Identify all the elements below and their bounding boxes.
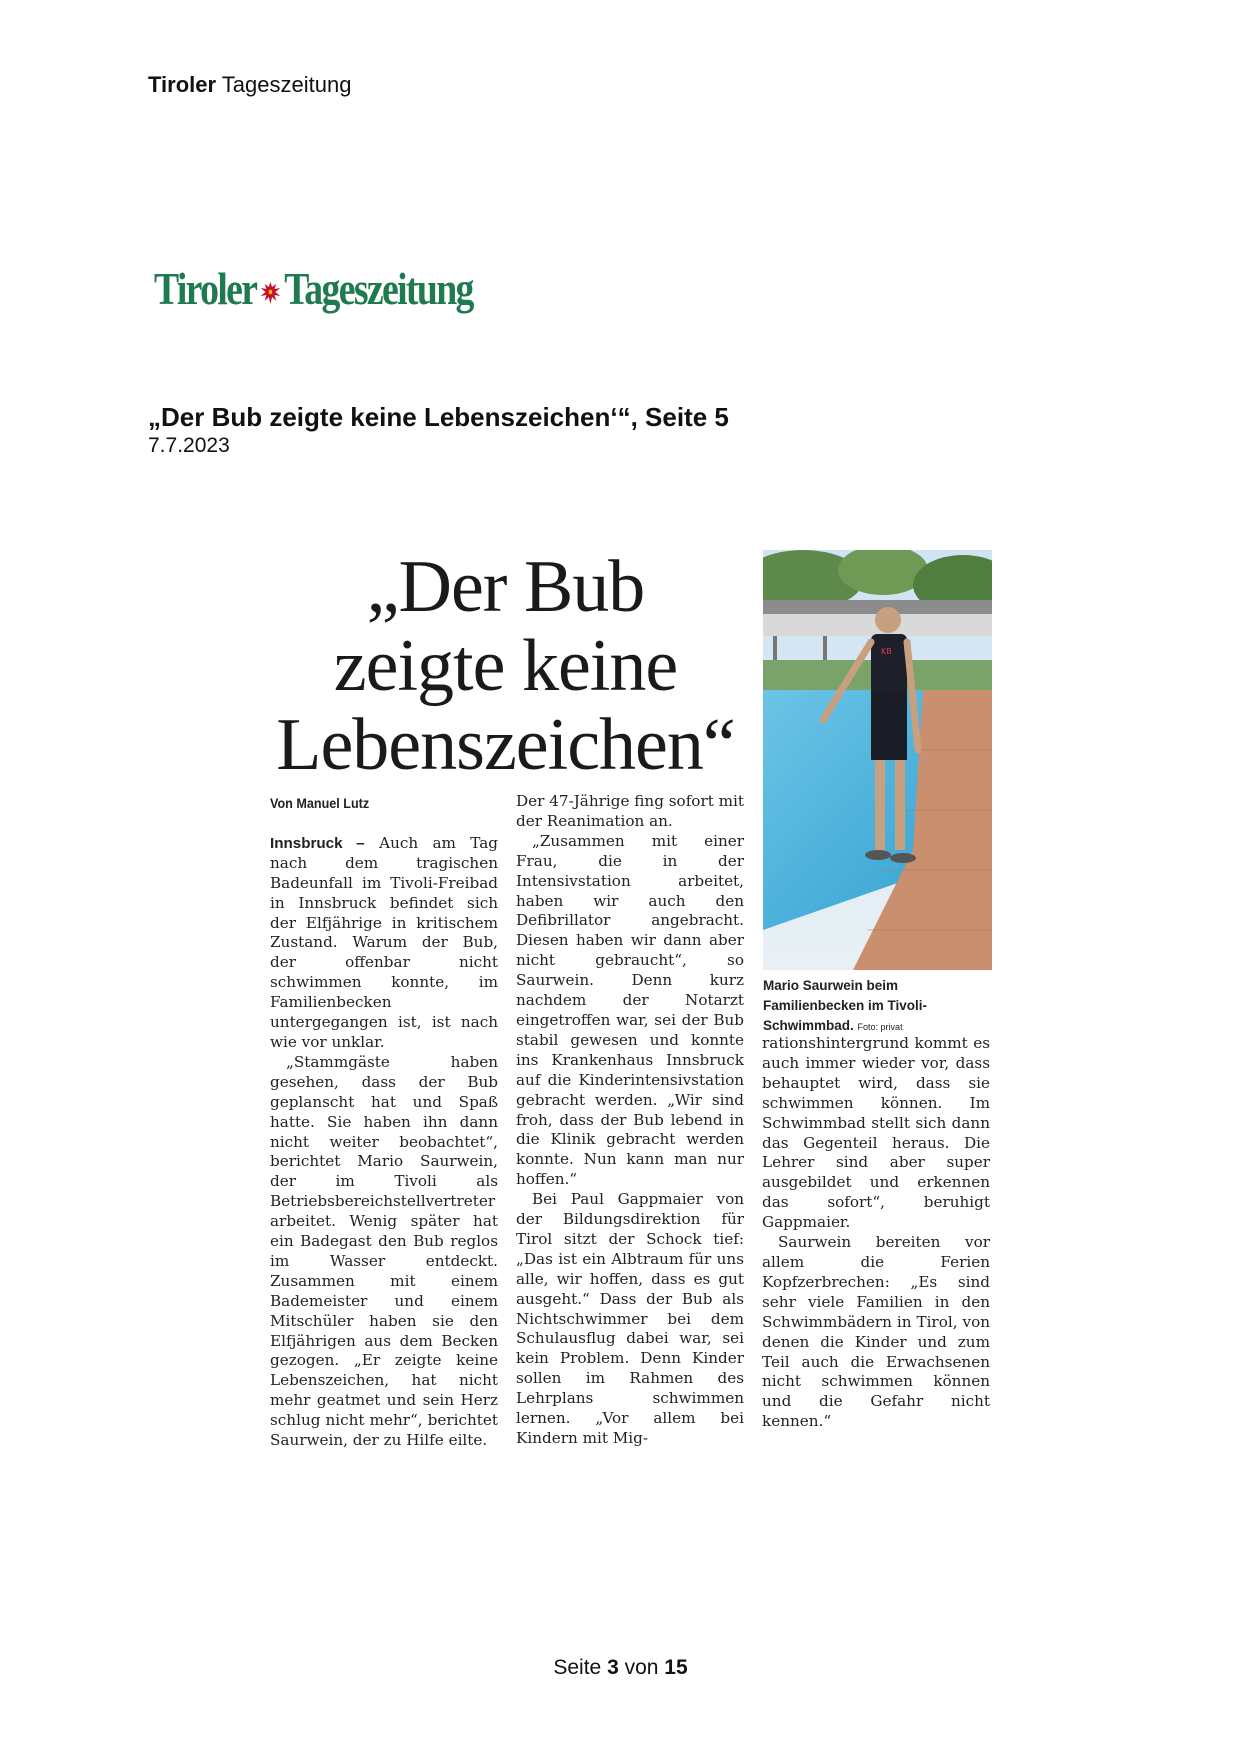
shirt-text: KB [881, 647, 892, 656]
article-location: Innsbruck – [270, 834, 365, 852]
article-paragraph: Bei Paul Gappmaier von der Bildungsdirektion für Tirol sitzt der Schock tief: „Das ist ein Albtraum für uns alle, wir hoffen, dass es gut ausgeht.“ Dass der Bub als Nichtschwimmer bei dem Schulausflug dabei war, sei kein Problem. Denn Kinder sollen im Rahmen des Lehrplans schwimmen lernen. „Vor allem bei Kindern mit Mig- [516, 1190, 744, 1447]
headline-line: Lebenszeichen“ [276, 704, 735, 786]
total-page-count: 15 [664, 1656, 688, 1679]
footer-prefix: Seite [553, 1656, 602, 1679]
newspaper-clipping [268, 546, 993, 1450]
page-footer [0, 1656, 1241, 1680]
pool-photo-illustration [763, 550, 992, 970]
newspaper-logo [154, 262, 473, 315]
article-column-3 [762, 1034, 990, 1432]
logo-left: Tiroler [154, 263, 257, 314]
footer-middle: von [624, 1656, 659, 1679]
headline-line: „Der Bub [366, 546, 645, 628]
article-column-2 [516, 792, 744, 1449]
paragraph-text: Auch am Tag nach dem tragischen Badeunfall im Tivoli-Freibad in Innsbruck befindet sich der Elfjährige in kritischem Zustand. Warum der Bub, der offenbar nicht schwimmen konnte, im Familienbecken untergegangen ist, ist nach wie vor unklar. [270, 833, 499, 1051]
headline-line: zeigte keine [333, 625, 678, 707]
article-paragraph: „Stammgäste haben gesehen, dass der Bub geplanscht hat und Spaß hatte. Sie haben ihn dann nicht weiter beobachtet“, berichtet Mario Saurwein, der im Tivoli als Betriebsbereichstellvertreter arbeitet. Wenig später hat ein Badegast den Bub reglos im Wasser entdeckt. Zusammen mit einem Bademeister und einem Mitschüler haben sie den Elfjährigen aus dem Becken gezogen. „Er zeigte keine Lebenszeichen, hat nicht mehr geatmet und sein Herz schlug nicht mehr“, berichtet Saurwein, der zu Hilfe eilte. [270, 1052, 498, 1450]
photo-credit: Foto: privat [857, 1022, 903, 1032]
page-header [148, 72, 351, 98]
document-title: „Der Bub zeigte keine Lebenszeichen‘“, Seite 5 [148, 402, 729, 432]
article-headline [268, 548, 743, 785]
article-paragraph: „Zusammen mit einer Frau, die in der Intensivstation arbeitet, haben wir auch den Defibrillator angebracht. Diesen haben wir dann aber nicht gebraucht“, so Saurwein. Denn kurz nachdem der Notarzt eingetroffen war, sei der Bub stabil gewesen und konnte ins Krankenhaus Innsbruck auf die Kinderintensivstation gebracht werden. „Wir sind froh, dass der Bub lebend in die Klinik gebracht werden konnte. Nun kann man nur hoffen.“ [516, 831, 744, 1189]
article-paragraph [270, 834, 498, 1053]
article-photo [763, 550, 992, 970]
header-publisher-rest: Tageszeitung [221, 72, 352, 97]
photo-caption [763, 976, 992, 1037]
article-byline: Von Manuel Lutz [270, 795, 370, 811]
document-date: 7.7.2023 [148, 434, 230, 457]
article-column-1 [270, 794, 498, 1451]
current-page-number: 3 [607, 1656, 619, 1679]
logo-right: Tageszeitung [284, 263, 473, 314]
article-paragraph: rationshintergrund kommt es auch immer wieder vor, dass behauptet wird, dass sie schwimmen können. Im Schwimmbad stellt sich dann das Gegenteil heraus. Die Lehrer sind aber super ausgebildet und erkennen das sofort“, beruhigt Gappmaier. [762, 1034, 990, 1232]
caption-text: Mario Saurwein beim Familienbecken im Tivoli-Schwimmbad. [763, 978, 928, 1033]
tyrolean-eagle-icon [258, 278, 283, 308]
header-publisher-bold: Tiroler [148, 72, 217, 97]
article-paragraph: Der 47-Jährige fing sofort mit der Reanimation an. [516, 792, 745, 830]
article-paragraph: Saurwein bereiten vor allem die Ferien Kopfzerbrechen: „Es sind sehr viele Familien in den Schwimmbädern in Tirol, von denen die Kinder und zum Teil auch die Erwachsenen nicht schwimmen können und die Gefahr nicht kennen.“ [762, 1233, 990, 1431]
